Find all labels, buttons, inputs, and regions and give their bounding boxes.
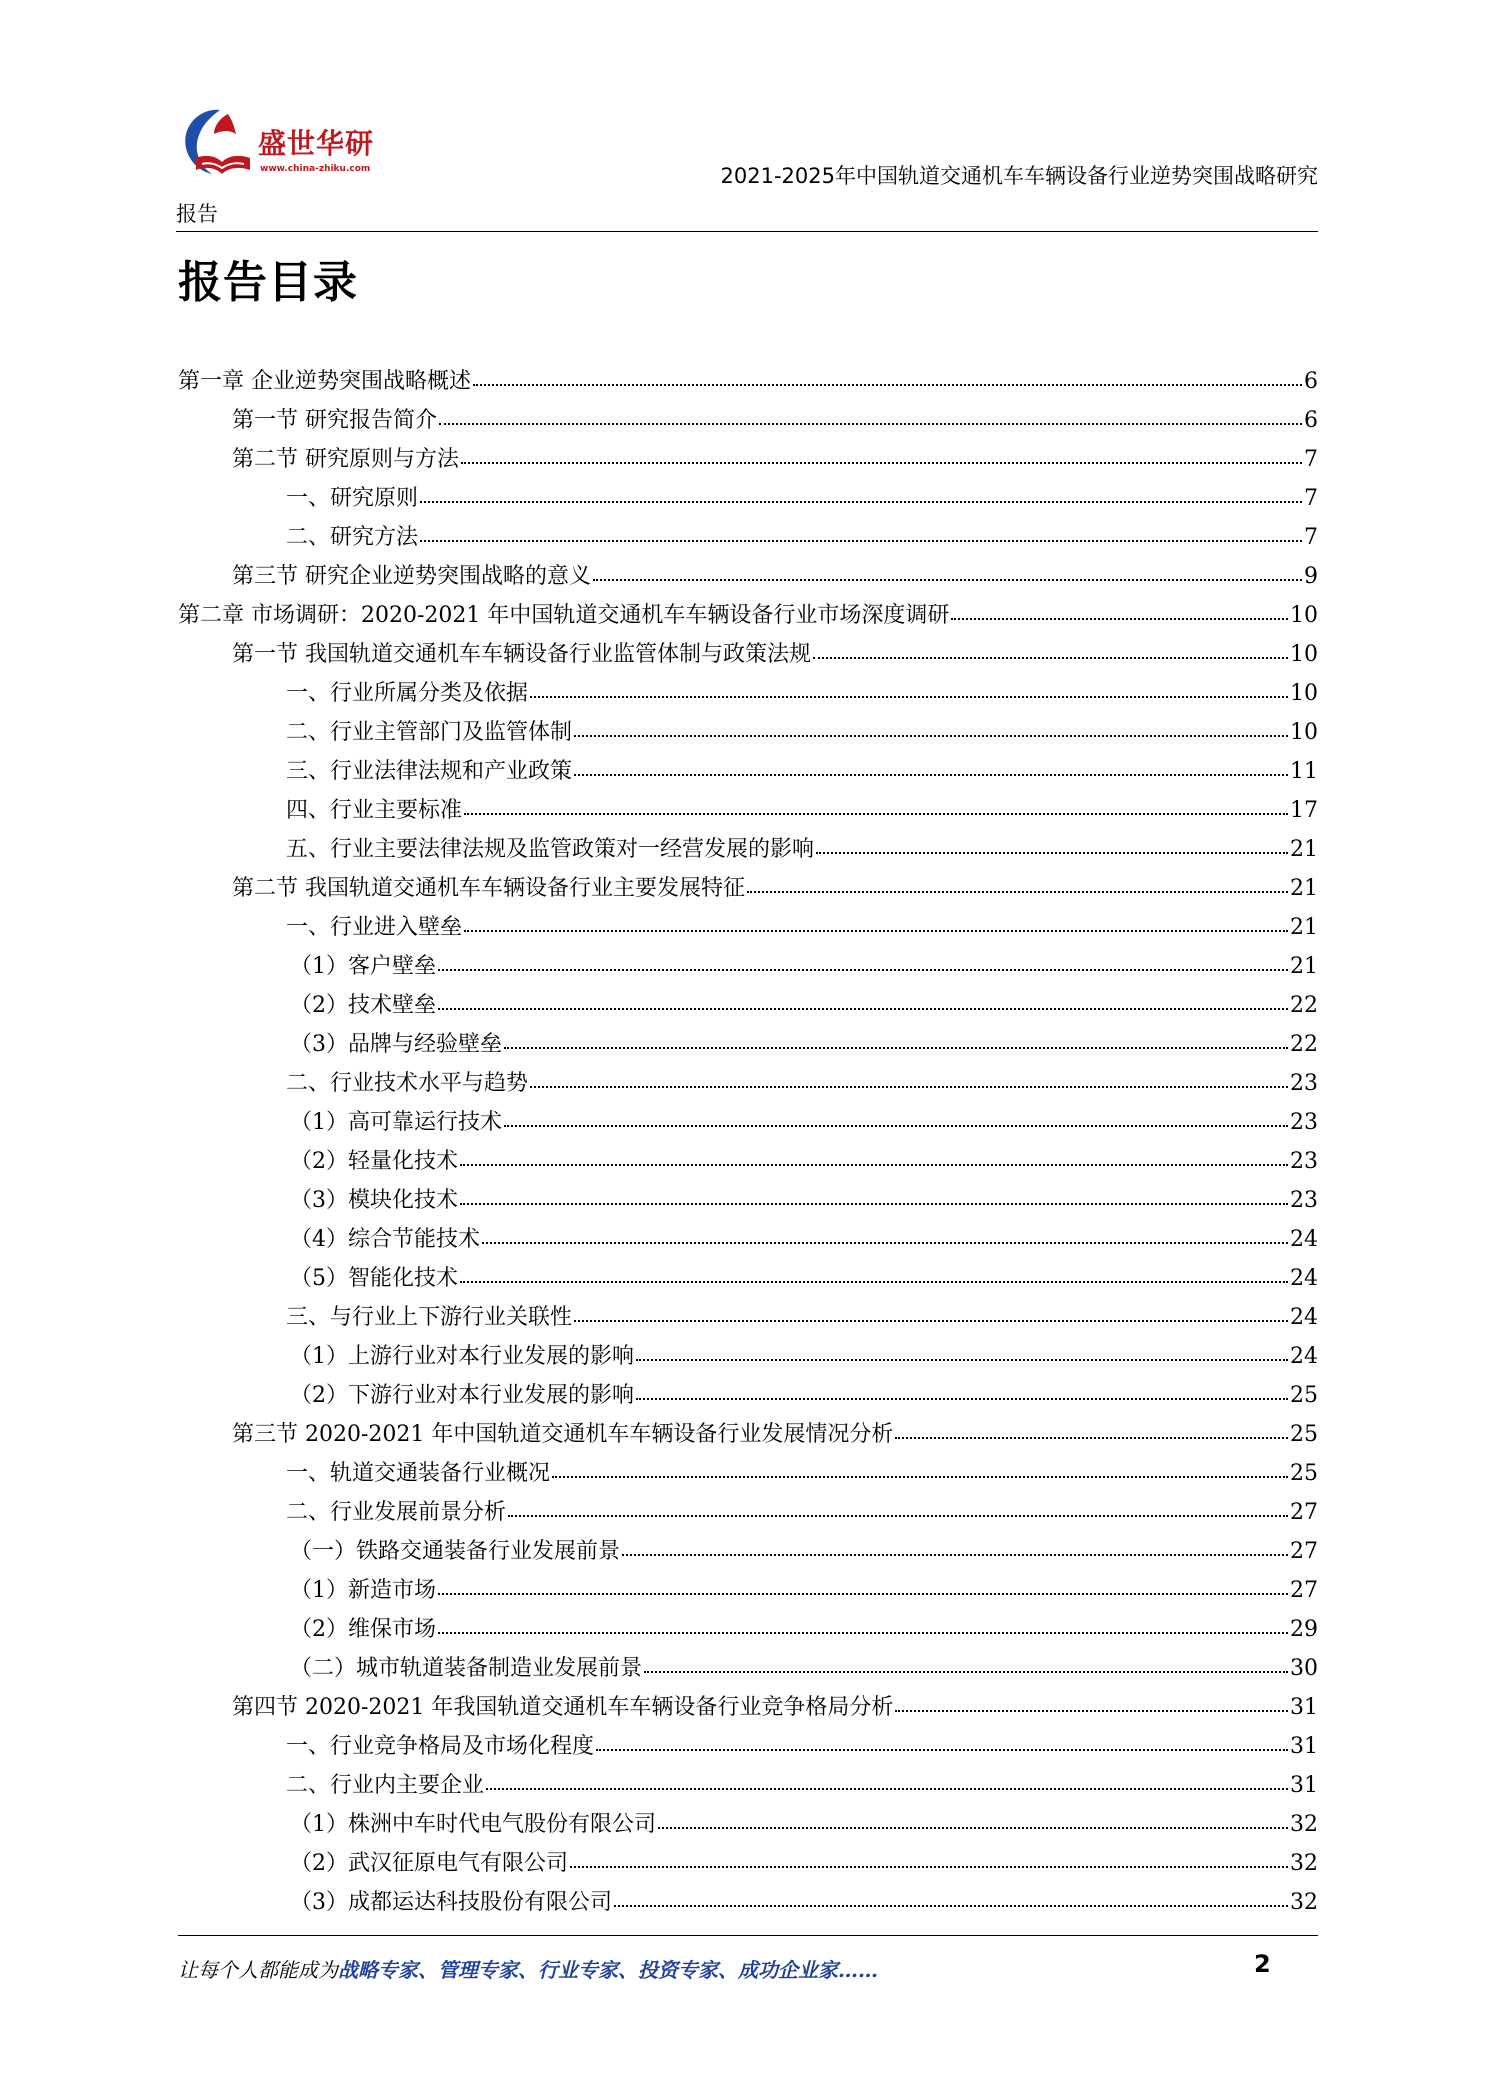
toc-leader-dots (747, 890, 1288, 893)
toc-leader-dots (658, 1826, 1288, 1829)
toc-entry-page: 23 (1290, 1110, 1318, 1135)
toc-leader-dots (570, 1865, 1288, 1868)
toc-entry[interactable] (178, 1768, 1318, 1807)
toc-entry-page: 32 (1290, 1890, 1318, 1915)
toc-leader-dots (461, 461, 1302, 464)
toc-entry-title: （2）技术壁垒 (290, 993, 436, 1018)
header-divider (176, 231, 1318, 232)
toc-entry-title: 第三节 研究企业逆势突围战略的意义 (232, 564, 591, 589)
toc-leader-dots (460, 1280, 1288, 1283)
toc-entry-page: 10 (1290, 681, 1318, 706)
toc-leader-dots (614, 1904, 1288, 1907)
toc-entry-title: 第一章 企业逆势突围战略概述 (178, 369, 471, 394)
toc-entry-page: 25 (1290, 1461, 1318, 1486)
toc-entry[interactable] (178, 1651, 1318, 1690)
toc-entry[interactable] (178, 403, 1318, 442)
toc-entry-title: （1）客户壁垒 (290, 954, 436, 979)
toc-leader-dots (486, 1787, 1288, 1790)
toc-entry-page: 32 (1290, 1812, 1318, 1837)
toc-entry-title: （2）轻量化技术 (290, 1149, 458, 1174)
company-logo-icon (176, 104, 258, 190)
toc-leader-dots (895, 1709, 1288, 1712)
toc-leader-dots (596, 1748, 1288, 1751)
page-header (176, 100, 1318, 232)
logo-text: 盛世华研 (258, 127, 375, 160)
toc-entry-title: （3）品牌与经验壁垒 (290, 1032, 502, 1057)
toc-entry-page: 29 (1290, 1617, 1318, 1642)
toc-leader-dots (438, 1007, 1288, 1010)
toc-leader-dots (460, 1163, 1288, 1166)
toc-entry-title: 一、研究原则 (286, 486, 419, 511)
toc-entry-page: 10 (1290, 720, 1318, 745)
toc-entry-page: 27 (1290, 1578, 1318, 1603)
toc-entry-title: 二、行业内主要企业 (286, 1773, 485, 1798)
toc-leader-dots (644, 1670, 1288, 1673)
footer-slogan (178, 1954, 878, 1983)
toc-leader-dots (504, 1124, 1288, 1127)
toc-entry-page: 7 (1304, 447, 1318, 472)
toc-entry[interactable] (178, 832, 1318, 871)
toc-entry-page: 10 (1290, 603, 1318, 628)
toc-entry[interactable] (178, 1183, 1318, 1222)
toc-entry[interactable] (178, 871, 1318, 910)
toc-entry-title: （二）城市轨道装备制造业发展前景 (290, 1656, 643, 1681)
toc-leader-dots (482, 1241, 1288, 1244)
toc-entry-page: 27 (1290, 1500, 1318, 1525)
page-title: 报告目录 (178, 257, 358, 308)
toc-entry-title: （3）成都运达科技股份有限公司 (290, 1890, 612, 1915)
toc-leader-dots (464, 812, 1288, 815)
document-title: 2021-2025年中国轨道交通机车车辆设备行业逆势突围战略研究 (720, 164, 1318, 188)
toc-entry-page: 23 (1290, 1071, 1318, 1096)
toc-entry[interactable] (178, 754, 1318, 793)
toc-entry[interactable] (178, 520, 1318, 559)
toc-entry-title: （2）维保市场 (290, 1617, 436, 1642)
toc-entry-page: 6 (1304, 369, 1318, 394)
toc-entry[interactable] (178, 949, 1318, 988)
toc-leader-dots (552, 1475, 1288, 1478)
toc-entry[interactable] (178, 715, 1318, 754)
toc-entry-title: （2）下游行业对本行业发展的影响 (290, 1383, 634, 1408)
toc-entry[interactable] (178, 1612, 1318, 1651)
logo-url: www.china-zhiku.com (260, 164, 371, 174)
toc-entry-page: 10 (1290, 642, 1318, 667)
toc-leader-dots (636, 1358, 1288, 1361)
footer-slogan-highlight: 战略专家、管理专家、行业专家、投资专家、成功企业家…… (338, 1958, 878, 1982)
toc-entry-page: 31 (1290, 1734, 1318, 1759)
toc-entry-title: （5）智能化技术 (290, 1266, 458, 1291)
toc-entry-page: 31 (1290, 1695, 1318, 1720)
toc-entry-page: 21 (1290, 954, 1318, 979)
toc-entry-title: 三、行业法律法规和产业政策 (286, 759, 573, 784)
toc-leader-dots (530, 695, 1288, 698)
toc-leader-dots (895, 1436, 1288, 1439)
toc-entry-title: （3）模块化技术 (290, 1188, 458, 1213)
toc-entry[interactable] (178, 1144, 1318, 1183)
toc-entry[interactable] (178, 559, 1318, 598)
toc-entry[interactable] (178, 1417, 1318, 1456)
toc-entry-title: 第二章 市场调研：2020-2021 年中国轨道交通机车车辆设备行业市场深度调研 (178, 603, 950, 628)
toc-entry[interactable] (178, 1261, 1318, 1300)
toc-entry[interactable] (178, 1573, 1318, 1612)
toc-entry-page: 24 (1290, 1305, 1318, 1330)
toc-entry-page: 21 (1290, 915, 1318, 940)
toc-entry-title: 一、行业竞争格局及市场化程度 (286, 1734, 595, 1759)
toc-entry[interactable] (178, 1846, 1318, 1885)
toc-entry[interactable] (178, 364, 1318, 403)
toc-leader-dots (530, 1085, 1288, 1088)
toc-entry-page: 24 (1290, 1227, 1318, 1252)
toc-entry-title: 第一节 研究报告简介 (232, 408, 437, 433)
toc-entry[interactable] (178, 1222, 1318, 1261)
toc-entry-page: 21 (1290, 837, 1318, 862)
toc-entry-page: 22 (1290, 993, 1318, 1018)
toc-entry-page: 27 (1290, 1539, 1318, 1564)
toc-entry-page: 11 (1290, 759, 1318, 784)
toc-entry-title: （一）铁路交通装备行业发展前景 (290, 1539, 621, 1564)
toc-entry-page: 7 (1304, 525, 1318, 550)
toc-leader-dots (464, 929, 1288, 932)
toc-entry-page: 22 (1290, 1032, 1318, 1057)
toc-leader-dots (508, 1514, 1288, 1517)
toc-leader-dots (574, 773, 1288, 776)
toc-entry[interactable] (178, 1066, 1318, 1105)
toc-entry-title: 三、与行业上下游行业关联性 (286, 1305, 573, 1330)
toc-entry-title: 二、行业主管部门及监管体制 (286, 720, 573, 745)
toc-entry-page: 24 (1290, 1344, 1318, 1369)
toc-entry[interactable] (178, 1027, 1318, 1066)
toc-entry-page: 7 (1304, 486, 1318, 511)
toc-entry-page: 25 (1290, 1383, 1318, 1408)
toc-entry-page: 23 (1290, 1149, 1318, 1174)
toc-entry-page: 21 (1290, 876, 1318, 901)
toc-entry[interactable] (178, 1105, 1318, 1144)
toc-leader-dots (574, 734, 1288, 737)
toc-entry-title: 第一节 我国轨道交通机车车辆设备行业监管体制与政策法规 (232, 642, 811, 667)
toc-leader-dots (504, 1046, 1288, 1049)
footer-divider (178, 1935, 1318, 1936)
toc-entry-title: 二、研究方法 (286, 525, 419, 550)
toc-entry[interactable] (178, 1729, 1318, 1768)
toc-entry-title: 第二节 我国轨道交通机车车辆设备行业主要发展特征 (232, 876, 745, 901)
toc-entry[interactable] (178, 1534, 1318, 1573)
toc-entry-page: 17 (1290, 798, 1318, 823)
toc-entry-title: 一、行业进入壁垒 (286, 915, 463, 940)
toc-entry-page: 24 (1290, 1266, 1318, 1291)
toc-leader-dots (438, 968, 1288, 971)
toc-entry[interactable] (178, 637, 1318, 676)
toc-entry-title: 第三节 2020-2021 年中国轨道交通机车车辆设备行业发展情况分析 (232, 1422, 894, 1447)
toc-entry-page: 32 (1290, 1851, 1318, 1876)
toc-entry[interactable] (178, 1378, 1318, 1417)
toc-entry-title: 第四节 2020-2021 年我国轨道交通机车车辆设备行业竞争格局分析 (232, 1695, 894, 1720)
toc-entry-title: 五、行业主要法律法规及监管政策对一经营发展的影响 (286, 837, 815, 862)
toc-entry[interactable] (178, 988, 1318, 1027)
toc-entry[interactable] (178, 793, 1318, 832)
toc-entry[interactable] (178, 1495, 1318, 1534)
toc-entry[interactable] (178, 1690, 1318, 1729)
table-of-contents (178, 364, 1318, 1924)
footer-slogan-prefix: 让每个人都能成为 (178, 1958, 338, 1982)
toc-entry[interactable] (178, 442, 1318, 481)
toc-entry-title: 一、轨道交通装备行业概况 (286, 1461, 551, 1486)
toc-leader-dots (439, 422, 1302, 425)
toc-leader-dots (816, 851, 1288, 854)
toc-leader-dots (460, 1202, 1288, 1205)
toc-entry-title: （1）株洲中车时代电气股份有限公司 (290, 1812, 656, 1837)
toc-entry-title: （1）新造市场 (290, 1578, 436, 1603)
toc-entry[interactable] (178, 1300, 1318, 1339)
toc-leader-dots (574, 1319, 1288, 1322)
toc-entry-title: 四、行业主要标准 (286, 798, 463, 823)
toc-entry-page: 30 (1290, 1656, 1318, 1681)
toc-leader-dots (593, 578, 1302, 581)
toc-entry-page: 31 (1290, 1773, 1318, 1798)
toc-entry[interactable] (178, 1339, 1318, 1378)
toc-entry-title: 二、行业技术水平与趋势 (286, 1071, 529, 1096)
toc-leader-dots (438, 1592, 1288, 1595)
toc-entry-page: 6 (1304, 408, 1318, 433)
toc-entry-title: （2）武汉征原电气有限公司 (290, 1851, 568, 1876)
report-label: 报告 (176, 202, 218, 226)
toc-leader-dots (636, 1397, 1288, 1400)
toc-entry-page: 23 (1290, 1188, 1318, 1213)
toc-entry-page: 25 (1290, 1422, 1318, 1447)
toc-leader-dots (951, 617, 1288, 620)
page-number: 2 (1254, 1950, 1271, 1978)
toc-entry[interactable] (178, 1456, 1318, 1495)
toc-entry-page: 9 (1304, 564, 1318, 589)
toc-leader-dots (622, 1553, 1288, 1556)
toc-entry[interactable] (178, 1885, 1318, 1924)
toc-leader-dots (420, 500, 1302, 503)
toc-entry[interactable] (178, 1807, 1318, 1846)
toc-entry[interactable] (178, 598, 1318, 637)
toc-leader-dots (438, 1631, 1288, 1634)
toc-entry-title: 一、行业所属分类及依据 (286, 681, 529, 706)
toc-entry-title: （1）高可靠运行技术 (290, 1110, 502, 1135)
toc-entry-title: （4）综合节能技术 (290, 1227, 480, 1252)
toc-leader-dots (473, 383, 1302, 386)
toc-entry-title: 第二节 研究原则与方法 (232, 447, 459, 472)
toc-entry[interactable] (178, 676, 1318, 715)
toc-entry-title: （1）上游行业对本行业发展的影响 (290, 1344, 634, 1369)
toc-leader-dots (813, 656, 1288, 659)
toc-entry[interactable] (178, 910, 1318, 949)
toc-leader-dots (420, 539, 1302, 542)
toc-entry-title: 二、行业发展前景分析 (286, 1500, 507, 1525)
toc-entry[interactable] (178, 481, 1318, 520)
